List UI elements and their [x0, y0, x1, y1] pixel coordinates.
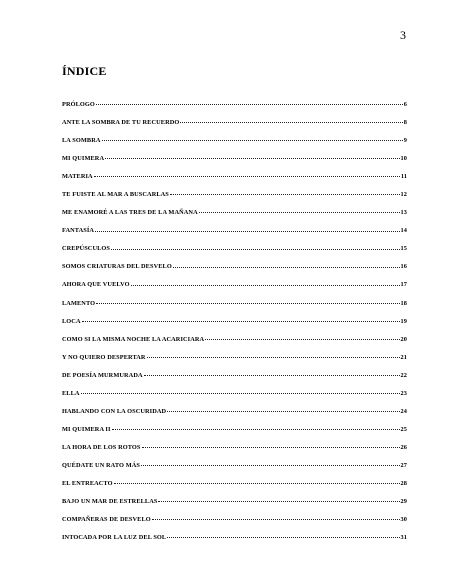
toc-entry-title: CREPÚSCULOS — [62, 245, 110, 253]
toc-entry[interactable] — [62, 354, 407, 372]
toc-entry-page-number: 23 — [400, 389, 407, 397]
toc-entry-title: COMO SI LA MISMA NOCHE LA ACARICIARA — [62, 335, 205, 343]
toc-entry[interactable] — [62, 516, 407, 534]
dot-leader — [95, 231, 399, 232]
toc-entry-title: TE FUISTE AL MAR A BUSCARLAS — [62, 191, 169, 199]
toc-entry[interactable] — [62, 336, 407, 354]
dot-leader — [173, 267, 400, 268]
toc-entry-title: LOCA — [62, 317, 81, 325]
toc-entry[interactable] — [62, 444, 407, 462]
toc-entry[interactable] — [62, 173, 407, 191]
toc-entry-page-number: 11 — [400, 173, 407, 181]
page-title: ÍNDICE — [62, 64, 107, 78]
toc-entry-page-number: 17 — [400, 281, 407, 289]
toc-entry-page-number: 18 — [400, 299, 407, 307]
toc-entry-title: ME ENAMORÉ A LAS TRES DE LA MAÑANA — [62, 209, 198, 217]
toc-entry-title: ELLA — [62, 389, 80, 397]
dot-leader — [158, 501, 399, 502]
toc-entry-page-number: 10 — [400, 155, 407, 163]
toc-entry-page-number: 30 — [400, 516, 407, 524]
toc-entry[interactable] — [62, 119, 407, 137]
toc-entry[interactable] — [62, 318, 407, 336]
toc-entry-title: EL ENTREACTO — [62, 479, 113, 487]
dot-leader — [96, 104, 403, 105]
dot-leader — [111, 249, 400, 250]
toc-entry[interactable] — [62, 101, 407, 119]
toc-entry[interactable] — [62, 390, 407, 408]
toc-entry-page-number: 21 — [400, 353, 407, 361]
dot-leader — [152, 519, 400, 520]
toc-entry[interactable] — [62, 281, 407, 299]
toc-entry[interactable] — [62, 245, 407, 263]
toc-entry-page-number: 14 — [400, 227, 407, 235]
toc-entry-page-number: 31 — [400, 534, 407, 542]
dot-leader — [96, 303, 399, 304]
toc-entry[interactable] — [62, 408, 407, 426]
toc-entry-page-number: 13 — [400, 209, 407, 217]
dot-leader — [102, 140, 403, 141]
dot-leader — [170, 194, 400, 195]
dot-leader — [199, 212, 400, 213]
toc-entry-page-number: 15 — [400, 245, 407, 253]
toc-entry[interactable] — [62, 462, 407, 480]
toc-entry-page-number: 6 — [403, 101, 407, 108]
dot-leader — [105, 158, 399, 159]
toc-entry-title: DE POESÍA MURMURADA — [62, 371, 143, 379]
dot-leader — [112, 429, 400, 430]
toc-entry-page-number: 28 — [400, 479, 407, 487]
toc-entry-title: SOMOS CRIATURAS DEL DESVELO — [62, 263, 172, 271]
dot-leader — [144, 375, 400, 376]
toc-entry-title: LA SOMBRA — [62, 137, 101, 145]
dot-leader — [180, 122, 402, 123]
toc-entry-page-number: 12 — [400, 191, 407, 199]
toc-entry[interactable] — [62, 498, 407, 516]
toc-entry-page-number: 24 — [400, 407, 407, 415]
toc-entry-page-number: 26 — [400, 443, 407, 451]
toc-entry-title: LAMENTO — [62, 299, 96, 307]
toc-entry-page-number: 20 — [400, 335, 407, 343]
toc-entry-page-number: 16 — [400, 263, 407, 271]
toc-entry[interactable] — [62, 191, 407, 209]
toc-entry-title: AHORA QUE VUELVO — [62, 281, 130, 289]
toc-entry[interactable] — [62, 534, 407, 552]
toc-entry-title: MI QUIMERA — [62, 155, 105, 163]
toc-entry[interactable] — [62, 209, 407, 227]
toc-entry-title: HABLANDO CON LA OSCURIDAD — [62, 407, 167, 415]
toc-entry-title: COMPAÑERAS DE DESVELO — [62, 516, 151, 524]
table-of-contents — [62, 101, 407, 552]
dot-leader — [167, 537, 399, 538]
toc-entry-title: ANTE LA SOMBRA DE TU RECUERDO — [62, 119, 180, 127]
toc-entry[interactable] — [62, 426, 407, 444]
toc-entry[interactable] — [62, 227, 407, 245]
toc-entry-title: MATERIA — [62, 173, 93, 181]
dot-leader — [81, 393, 400, 394]
toc-entry-page-number: 25 — [400, 425, 407, 433]
dot-leader — [114, 483, 400, 484]
dot-leader — [205, 339, 399, 340]
toc-entry-page-number: 29 — [400, 498, 407, 506]
dot-leader — [147, 357, 400, 358]
toc-entry-page-number: 9 — [403, 137, 407, 145]
toc-entry-title: BAJO UN MAR DE ESTRELLAS — [62, 498, 158, 506]
toc-entry-page-number: 19 — [400, 317, 407, 325]
dot-leader — [82, 321, 400, 322]
dot-leader — [141, 465, 400, 466]
toc-entry[interactable] — [62, 263, 407, 281]
toc-entry[interactable] — [62, 372, 407, 390]
toc-entry-page-number: 22 — [400, 371, 407, 379]
dot-leader — [142, 447, 400, 448]
dot-leader — [131, 285, 400, 286]
toc-entry-title: FANTASÍA — [62, 227, 95, 235]
toc-entry-title: Y NO QUIERO DESPERTAR — [62, 353, 146, 361]
toc-entry-page-number: 8 — [403, 119, 407, 127]
toc-entry-title: PRÓLOGO — [62, 101, 95, 108]
toc-entry-title: INTOCADA POR LA LUZ DEL SOL — [62, 534, 167, 542]
dot-leader — [167, 411, 399, 412]
toc-entry[interactable] — [62, 480, 407, 498]
toc-entry-title: LA HORA DE LOS ROTOS — [62, 443, 141, 451]
dot-leader — [94, 176, 400, 177]
toc-entry-title: MI QUIMERA II — [62, 425, 111, 433]
toc-entry[interactable] — [62, 137, 407, 155]
toc-entry-title: QUÉDATE UN RATO MÁS — [62, 461, 140, 469]
page-number: 3 — [400, 28, 406, 42]
toc-entry-page-number: 27 — [400, 461, 407, 469]
toc-entry[interactable] — [62, 300, 407, 318]
toc-entry[interactable] — [62, 155, 407, 173]
